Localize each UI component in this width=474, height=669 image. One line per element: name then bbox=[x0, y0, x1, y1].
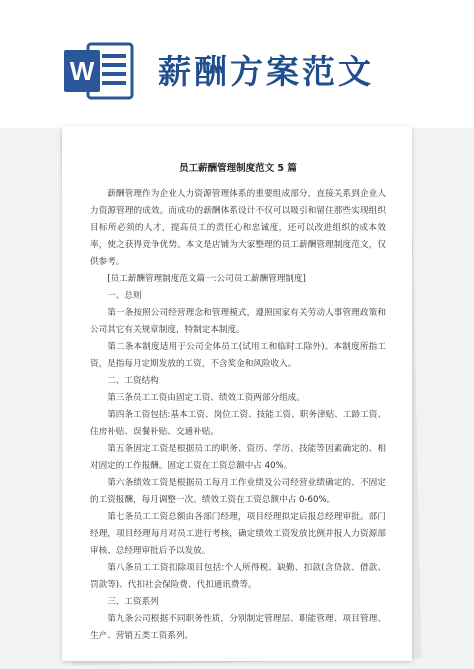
page-header bbox=[0, 0, 474, 128]
page-title: 薪酬方案范文 bbox=[158, 52, 374, 91]
document-body bbox=[90, 186, 386, 645]
document-title: 员工薪酬管理制度范文 5 篇 bbox=[179, 163, 297, 174]
document-paragraph: 薪酬管理作为企业人力资源管理体系的重要组成部分，直接关系到企业人力资源管理的成效。而成功的薪酬体系设计不仅可以吸引和留住那些实现组织目标所必须的人才，提高员工的责任心和忠诚度，还可以改进组织的成本效率，使之获得竞争优势。本文是店铺为大家整理的员工薪酬管理制度范文，仅供参考。 bbox=[90, 189, 386, 267]
document-paragraph: 第二条本制度适用于公司全体员工(试用工和临时工除外)。本制度所指工资，是指每月定期发放的工资，不含奖金和风险收入。 bbox=[90, 342, 386, 369]
document-paragraph: 第九条公司根据不同职务性质，分别制定管理层、职能管理、项目管理、生产、营销五类工资系列。 bbox=[90, 614, 386, 641]
document-paragraph: 第七条员工工资总额由各部门经理，项目经理拟定后报总经理审批。部门经理，项目经理每月对员工进行考核，确定绩效工资发放比例并报人力资源部审核、总经理审批后予以发放。 bbox=[90, 512, 386, 556]
document-paragraph: 三、工资系列 bbox=[107, 597, 159, 607]
document-paragraph: 第六条绩效工资是根据员工每月工作业绩及公司经营业绩确定的、不固定的工资报酬，每月调整一次。绩效工资在工资总额中占 0-60%。 bbox=[90, 478, 386, 505]
document-page bbox=[62, 126, 412, 661]
document-paragraph: 第八条员工工资扣除项目包括:个人所得税、缺勤、扣款(含贷款、借款、罚款等)、代扣社会保险费、代扣通讯费等。 bbox=[90, 563, 386, 590]
document-paragraph: 一、总则 bbox=[107, 291, 142, 301]
document-paragraph: 第五条固定工资是根据员工的职务、资历、学历、技能等因素确定的、相对固定的工作报酬。固定工资在工资总额中占 40%。 bbox=[90, 444, 386, 471]
document-paragraph: [员工薪酬管理制度范文篇一:公司员工薪酬管理制度] bbox=[107, 274, 306, 284]
document-paragraph: 第三条员工工资由固定工资、绩效工资两部分组成。 bbox=[107, 393, 305, 403]
document-paragraph: 二、工资结构 bbox=[107, 376, 159, 386]
document-paragraph: 第四条工资包括:基本工资、岗位工资、技能工资、职务津贴、工龄工资、住房补贴、误餐补贴、交通补贴。 bbox=[90, 410, 386, 437]
word-logo-letter: W bbox=[69, 56, 95, 86]
word-document-icon bbox=[62, 40, 138, 102]
document-paragraph: 第一条按照公司经营理念和管理模式，遵照国家有关劳动人事管理政策和公司其它有关规章制度，特制定本制度。 bbox=[90, 308, 386, 335]
